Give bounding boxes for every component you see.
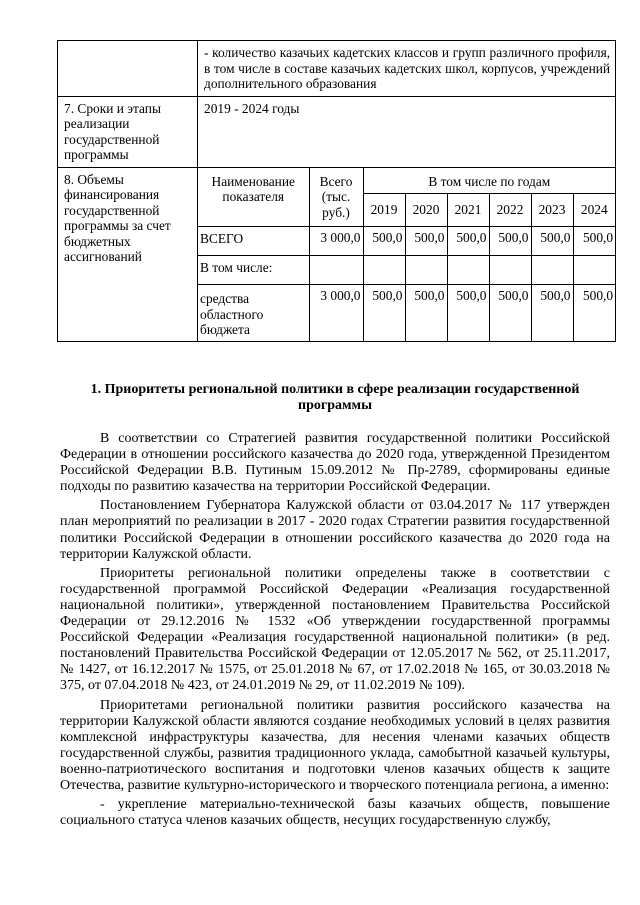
financing-table xyxy=(198,168,615,341)
paragraph: - укрепление материально-технической базы казачьих обществ, повышение социального статуса членов казачьих обществ, несущих государственную службу, xyxy=(60,797,610,829)
header-by-years: В том числе по годам xyxy=(363,168,615,194)
row-total-sum: 3 000,0 xyxy=(309,227,363,256)
table-row xyxy=(198,168,615,194)
header-year: 2023 xyxy=(531,194,573,227)
row-including-name: В том числе: xyxy=(198,256,309,285)
row-total-name: ВСЕГО xyxy=(198,227,309,256)
header-total: Всего (тыс. руб.) xyxy=(309,168,363,227)
year-value: 500,0 xyxy=(447,285,489,341)
year-value: 500,0 xyxy=(531,227,573,256)
paragraph: Постановлением Губернатора Калужской области от 03.04.2017 № 117 утвержден план мероприятий по реализации в 2017 - 2020 годах Стратегии развития государственной политики Российской Федерации в отношении российского казачества до 2020 года на территории Калужской области. xyxy=(60,498,610,562)
table-row xyxy=(198,227,615,256)
header-year: 2019 xyxy=(363,194,405,227)
header-year: 2024 xyxy=(573,194,615,227)
year-value: 500,0 xyxy=(405,227,447,256)
header-year: 2021 xyxy=(447,194,489,227)
row-regional-sum: 3 000,0 xyxy=(309,285,363,341)
table-row xyxy=(58,96,616,167)
row-regional-name: средства областного бюджета xyxy=(198,285,309,341)
year-value: 500,0 xyxy=(363,227,405,256)
year-value: 500,0 xyxy=(573,285,615,341)
paragraph: В соответствии со Стратегией развития государственной политики Российской Федерации в отношении российского казачества до 2020 года, утвержденной Президентом Российской Федерации В.В. Путиным 15.09.2012 № Пр-2789, сформированы единые подходы по развитию казачества на территории Российской Федерации. xyxy=(60,431,610,495)
header-name: Наименование показателя xyxy=(198,168,309,227)
row-top-label xyxy=(58,41,198,97)
row7-label: 7. Сроки и этапы реализации государственной программы xyxy=(58,96,198,167)
table-row xyxy=(58,167,616,341)
row8-label: 8. Объемы финансирования государственной программы за счет бюджетных ассигнований xyxy=(58,167,198,341)
row-top-value: - количество казачьих кадетских классов и групп различного профиля, в том числе в составе казачьих кадетских школ, корпусов, учреждений дополнительного образования xyxy=(204,45,611,91)
year-value: 500,0 xyxy=(573,227,615,256)
header-year: 2020 xyxy=(405,194,447,227)
section-heading: 1. Приоритеты региональной политики в сфере реализации государственной программы xyxy=(90,382,580,413)
year-value: 500,0 xyxy=(489,227,531,256)
table-row xyxy=(198,256,615,285)
section-body xyxy=(60,431,610,829)
paragraph: Приоритетами региональной политики развития российского казачества на территории Калужской области являются создание необходимых условий в целях развития комплексной инфраструктуры казачества, для несения членами казачьих обществ государственной службы, развития традиционного уклада, самобытной казачьей культуры, военно-патриотического воспитания и подготовки членов казачьих обществ к защите Отечества, развитие культурно-исторического и творческого потенциала региона, а именно: xyxy=(60,697,610,793)
header-year: 2022 xyxy=(489,194,531,227)
table-row xyxy=(198,285,615,341)
program-passport-table xyxy=(57,40,616,342)
year-value: 500,0 xyxy=(447,227,489,256)
year-value: 500,0 xyxy=(531,285,573,341)
year-value: 500,0 xyxy=(489,285,531,341)
table-row xyxy=(58,41,616,97)
row7-value: 2019 - 2024 годы xyxy=(204,100,300,116)
financing-cell xyxy=(198,167,616,341)
year-value: 500,0 xyxy=(363,285,405,341)
year-value: 500,0 xyxy=(405,285,447,341)
paragraph: Приоритеты региональной политики определены также в соответствии с государственной программой Российской Федерации «Реализация государственной национальной политики», утвержденной постановлением Правительства Российской Федерации от 29.12.2016 № 1532 «Об утверждении государственной программы Российской Федерации «Реализация государственной национальной политики» (в ред. постановлений Правительства Российской Федерации от 12.05.2017 № 562, от 25.11.2017, № 1427, от 16.12.2017 № 1575, от 25.01.2018 № 67, от 17.02.2018 № 165, от 30.03.2018 № 375, от 07.04.2018 № 423, от 24.01.2019 № 29, от 11.02.2019 № 109). xyxy=(60,565,610,694)
